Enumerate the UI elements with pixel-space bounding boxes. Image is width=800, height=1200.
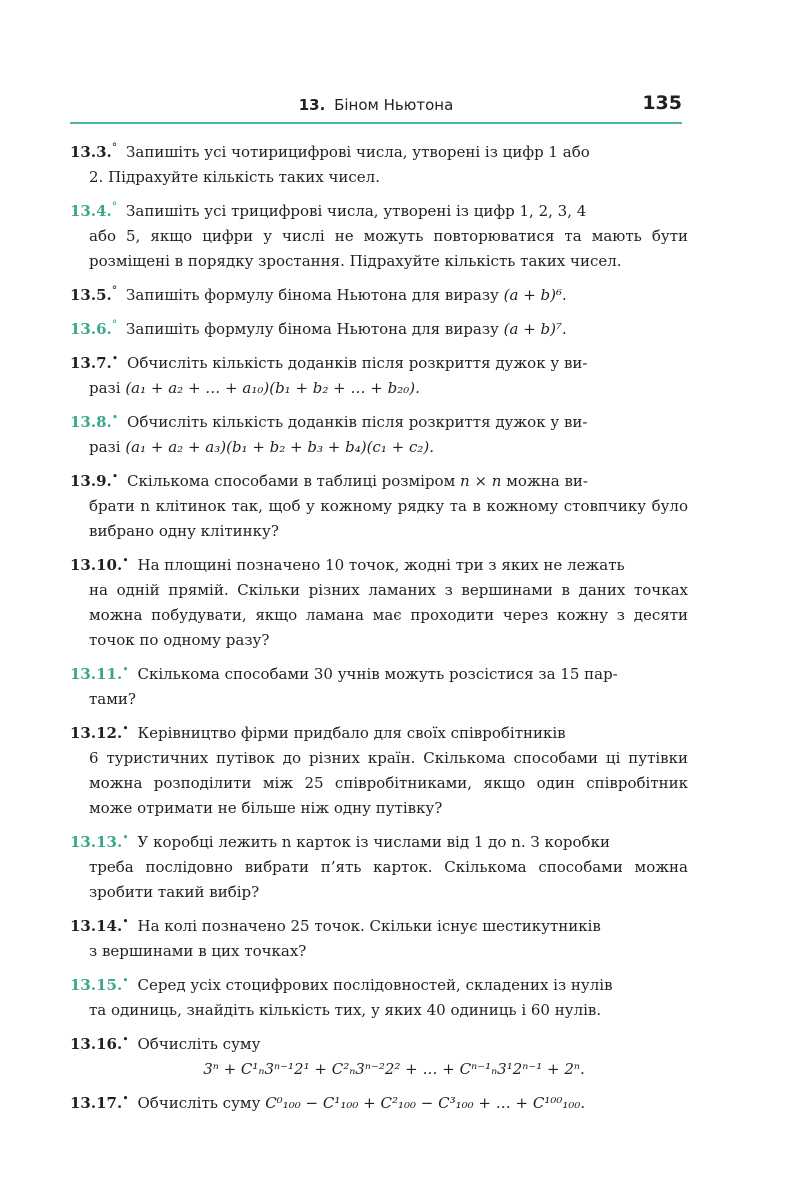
formula: (a₁ + a₂ + … + a₁₀)(b₁ + b₂ + … + b₂₀). bbox=[125, 379, 420, 397]
problem-text: У коробці лежить n карток із числами від 1 до n. З коробки bbox=[137, 833, 610, 851]
problem-number: 13.16. bbox=[70, 1035, 123, 1053]
problem-text-cont: та одиниць, знайдіть кількість тих, у яких 40 одиниць і 60 нулів. bbox=[89, 1001, 602, 1019]
difficulty-mark: • bbox=[122, 722, 129, 735]
problem-number: 13.15. bbox=[70, 976, 123, 994]
problem-number: 13.10. bbox=[70, 556, 123, 574]
problem-text: Запишіть формулу бінома Ньютона для виразу bbox=[126, 320, 499, 338]
problem-text: Скількома способами 30 учнів можуть розсістися за 15 пар- bbox=[137, 665, 618, 683]
problem-text: Запишіть усі чотирицифрові числа, утворені із цифр 1 або bbox=[126, 143, 590, 161]
problem-text: Запишіть усі трицифрові числа, утворені із цифр 1, 2, 3, 4 bbox=[126, 202, 587, 220]
problem-text-cont: тами? bbox=[89, 690, 136, 708]
difficulty-mark: • bbox=[111, 352, 119, 365]
difficulty-mark: • bbox=[122, 1092, 129, 1105]
problem-text-cont: на одній прямій. Скільки різних ламаних з вершинами в даних точках можна побудувати, якщо ламана має проходити через кожну з десяти точок по одному разу? bbox=[89, 581, 688, 649]
problem-text-cont: або 5, якщо цифри у числі не можуть повторюватися та мають бути розміщені в порядку зростання. Підрахуйте кількість таких чисел. bbox=[89, 227, 688, 270]
problem-13-17 bbox=[70, 1091, 688, 1116]
problem-number: 13.8. bbox=[70, 413, 112, 431]
problem-text: можна ви- bbox=[506, 472, 588, 490]
problem-number: 13.14. bbox=[70, 917, 123, 935]
formula: 3ⁿ + C¹ₙ3ⁿ⁻¹2¹ + C²ₙ3ⁿ⁻²2² + … + Cⁿ⁻¹ₙ3¹2ⁿ⁻¹ + 2ⁿ. bbox=[203, 1060, 585, 1078]
problem-text: Керівництво фірми придбало для своїх співробітників bbox=[137, 724, 566, 742]
problem-text: Обчисліть суму bbox=[137, 1094, 261, 1112]
problem-13-4 bbox=[70, 199, 688, 274]
problem-number: 13.6. bbox=[70, 320, 112, 338]
problem-text: На колі позначено 25 точок. Скільки існує шестикутників bbox=[137, 917, 601, 935]
difficulty-mark: • bbox=[111, 411, 119, 424]
problem-13-7 bbox=[70, 351, 688, 401]
formula: (a₁ + a₂ + a₃)(b₁ + b₂ + b₃ + b₄)(c₁ + c₂). bbox=[125, 438, 434, 456]
problem-text: На площині позначено 10 точок, жодні три з яких не лежать bbox=[137, 556, 625, 574]
problem-number: 13.9. bbox=[70, 472, 112, 490]
running-title bbox=[70, 96, 682, 114]
problem-text: Обчисліть кількість доданків після розкриття дужок у ви- bbox=[127, 354, 588, 372]
difficulty-mark: ° bbox=[111, 318, 118, 331]
difficulty-mark: ° bbox=[111, 141, 118, 154]
problem-text-cont: треба послідовно вибрати п’ять карток. Скількома способами можна зробити такий вибір? bbox=[89, 858, 688, 901]
problem-13-5 bbox=[70, 283, 688, 308]
problem-number: 13.7. bbox=[70, 354, 112, 372]
problem-number: 13.4. bbox=[70, 202, 112, 220]
problem-text-cont: 2. Підрахуйте кількість таких чисел. bbox=[89, 168, 380, 186]
difficulty-mark: • bbox=[122, 1033, 129, 1046]
problem-13-15 bbox=[70, 973, 688, 1023]
formula: C⁰₁₀₀ − C¹₁₀₀ + C²₁₀₀ − C³₁₀₀ + … + C¹⁰⁰₁₀₀. bbox=[265, 1094, 586, 1112]
problem-text-cont: брати n клітинок так, щоб у кожному рядку та в кожному стовпчику було вибрано одну клітинку? bbox=[89, 497, 688, 540]
problem-13-8 bbox=[70, 410, 688, 460]
problem-number: 13.17. bbox=[70, 1094, 123, 1112]
difficulty-mark: • bbox=[122, 831, 129, 844]
difficulty-mark: ° bbox=[111, 284, 118, 297]
problem-13-13 bbox=[70, 830, 688, 905]
problem-text: Серед усіх стоцифрових послідовностей, складених із нулів bbox=[137, 976, 613, 994]
formula: (a + b)⁶. bbox=[503, 286, 567, 304]
problem-13-10 bbox=[70, 553, 688, 653]
problem-number: 13.12. bbox=[70, 724, 123, 742]
difficulty-mark: • bbox=[122, 663, 129, 676]
difficulty-mark: • bbox=[122, 915, 129, 928]
problem-text: Запишіть формулу бінома Ньютона для виразу bbox=[126, 286, 499, 304]
formula: n × n bbox=[460, 472, 502, 490]
difficulty-mark: • bbox=[111, 470, 119, 483]
problem-text: Обчисліть суму bbox=[137, 1035, 261, 1053]
formula: (a + b)⁷. bbox=[503, 320, 567, 338]
problem-13-9 bbox=[70, 469, 688, 544]
problem-text: Обчисліть кількість доданків після розкриття дужок у ви- bbox=[127, 413, 588, 431]
problem-13-3 bbox=[70, 140, 688, 190]
problem-number: 13.11. bbox=[70, 665, 123, 683]
problem-text-prefix: разі bbox=[89, 438, 121, 456]
difficulty-mark: ° bbox=[111, 200, 118, 213]
problem-number: 13.5. bbox=[70, 286, 112, 304]
problem-number: 13.13. bbox=[70, 833, 123, 851]
problem-13-12 bbox=[70, 721, 688, 821]
problem-text: Скількома способами в таблиці розміром bbox=[127, 472, 456, 490]
problem-text-cont bbox=[70, 435, 688, 460]
problem-13-16 bbox=[70, 1032, 688, 1082]
problem-13-6 bbox=[70, 317, 688, 342]
problem-13-14 bbox=[70, 914, 688, 964]
problem-text-cont: з вершинами в цих точках? bbox=[89, 942, 307, 960]
problem-text-prefix: разі bbox=[89, 379, 121, 397]
difficulty-mark: • bbox=[122, 974, 129, 987]
page-header bbox=[70, 92, 682, 124]
problem-list bbox=[70, 140, 688, 1125]
difficulty-mark: • bbox=[122, 554, 129, 567]
chapter-number: 13. bbox=[298, 96, 326, 114]
problem-text-cont bbox=[70, 376, 688, 401]
problem-number: 13.3. bbox=[70, 143, 112, 161]
chapter-title: Біном Ньютона bbox=[334, 96, 454, 114]
problem-13-11 bbox=[70, 662, 688, 712]
page-number: 135 bbox=[642, 92, 682, 114]
problem-text-cont: 6 туристичних путівок до різних країн. Скількома способами ці путівки можна розподілити між 25 співробітниками, якщо один співробітник може отримати не більше ніж одну путівку? bbox=[89, 749, 688, 817]
